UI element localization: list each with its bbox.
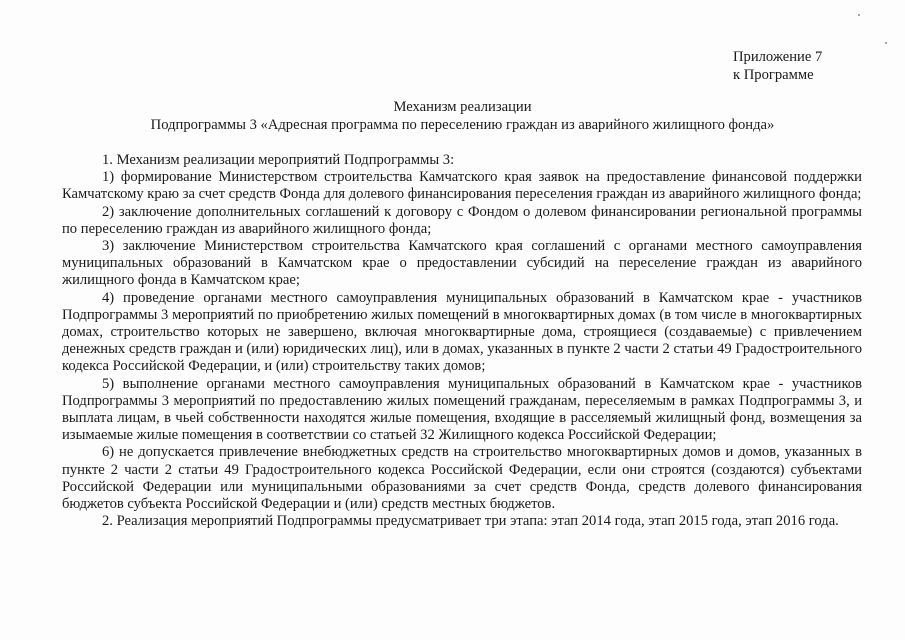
paragraph-2: 2. Реализация мероприятий Подпрограммы предусматривает три этапа: этап 2014 года, этап 2015 года, этап 2016 года. xyxy=(102,513,839,530)
title-line-1: Механизм реализации xyxy=(393,99,532,115)
paragraph-item-6: 6) не допускается привлечение внебюджетных средств на строительство многоквартирных домов и домов, указанных в пункте 2 части 2 статьи 49 Градостроительного кодекса Российской Федерации, если они строятся (создаются) субъектами Российской Федерации или муниципальными образованиями за счет средств Фонда, средств долевого финансирования бюджетов субъекта Российской Федерации и (или) средств местных бюджетов. xyxy=(62,444,862,513)
scan-speck xyxy=(885,42,887,44)
document-body xyxy=(62,152,862,530)
paragraph-item-1: 1) формирование Министерством строительства Камчатского края заявок на предоставление финансовой поддержки Камчатскому краю за счет средств Фонда для долевого финансирования переселения граждан из аварийного жилищного фонда; xyxy=(62,169,862,203)
paragraph-item-3: 3) заключение Министерством строительства Камчатского края соглашений с органами местного самоуправления муниципальных образований в Камчатском крае о предоставлении субсидий на переселение граждан из аварийного жилищного фонда в Камчатском крае; xyxy=(62,238,862,289)
paragraph-item-5: 5) выполнение органами местного самоуправления муниципальных образований в Камчатском крае - участников Подпрограммы 3 мероприятий по предоставлению жилых помещений гражданам, переселяемым в рамках Подпрограммы 3, и выплата лицам, в чьей собственности находятся жилые помещения, входящие в расселяемый жилищный фонд, возмещения за изымаемые жилые помещения в соответствии со статьей 32 Жилищного кодекса Российской Федерации; xyxy=(62,375,862,444)
appendix-reference xyxy=(733,48,822,84)
title-line-2: Подпрограммы 3 «Адресная программа по переселению граждан из аварийного жилищного фонда» xyxy=(150,116,775,133)
appendix-number: Приложение 7 xyxy=(733,49,823,65)
paragraph-item-2: 2) заключение дополнительных соглашений к договору с Фондом о долевом финансировании региональной программы по переселению граждан из аварийного жилищного фонда; xyxy=(62,203,862,237)
scan-speck xyxy=(858,14,860,16)
paragraph-1: 1. Механизм реализации мероприятий Подпрограммы 3: xyxy=(102,152,455,168)
document-title xyxy=(60,99,865,134)
appendix-target: к Программе xyxy=(733,67,814,83)
paragraph-item-4: 4) проведение органами местного самоуправления муниципальных образований в Камчатском крае - участников Подпрограммы 3 мероприятий по приобретению жилых помещений в многоквартирных домах (в том числе в многоквартирных домах, строительство которых не завершено, включая многоквартирные дома, строящиеся (создаваемые) с привлечением денежных средств граждан и (или) юридических лиц), или в домах, указанных в пункте 2 части 2 статьи 49 Градостроительного кодекса Российской Федерации, и (или) строительству таких домов; xyxy=(62,289,862,375)
